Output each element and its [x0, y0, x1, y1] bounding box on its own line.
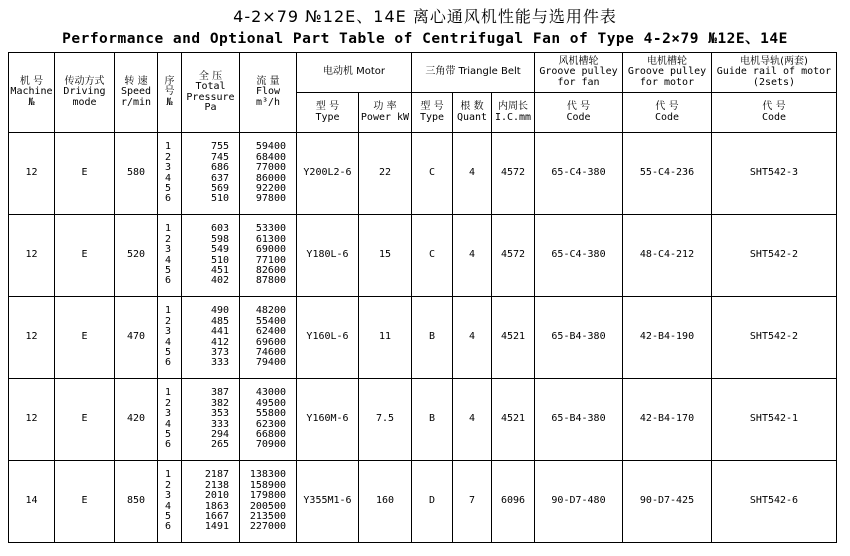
cell-ic: 6096: [492, 461, 535, 543]
cell-belt-type: B: [412, 379, 453, 461]
header-motor-power: 功 率 Power kW: [359, 93, 412, 133]
header-fan-pulley-code: 代 号 Code: [535, 93, 623, 133]
header-belt-type: 型 号 Type: [412, 93, 453, 133]
cell-motor-code: 42-B4-190: [623, 297, 712, 379]
header-drive: 传动方式 Driving mode: [55, 53, 115, 133]
cell-belt-type: C: [412, 215, 453, 297]
cell-quant: 4: [453, 215, 492, 297]
cell-pressure: 755 745 686 637 569 510: [182, 133, 240, 215]
header-motor: 电动机 Motor: [297, 53, 412, 93]
cell-ic: 4572: [492, 215, 535, 297]
cell-drive: E: [55, 379, 115, 461]
cell-pressure: 603 598 549 510 451 402: [182, 215, 240, 297]
performance-table: [8, 52, 837, 543]
header-speed: 转 速 Speed r/min: [115, 53, 158, 133]
cell-pressure: 2187 2138 2010 1863 1667 1491: [182, 461, 240, 543]
header-row-1: [9, 53, 837, 93]
table-row: [9, 215, 837, 297]
cell-belt-type: B: [412, 297, 453, 379]
cell-speed: 470: [115, 297, 158, 379]
cell-speed: 420: [115, 379, 158, 461]
cell-fan-code: 65-C4-380: [535, 215, 623, 297]
cell-quant: 4: [453, 133, 492, 215]
cell-seq: 1 2 3 4 5 6: [158, 297, 182, 379]
cell-machine: 12: [9, 379, 55, 461]
cell-drive: E: [55, 461, 115, 543]
cell-motor-type: Y200L2-6: [297, 133, 359, 215]
cell-flow: 43000 49500 55800 62300 66800 70900: [240, 379, 297, 461]
header-belt: 三角带 Triangle Belt: [412, 53, 535, 93]
cell-flow: 48200 55400 62400 69600 74600 79400: [240, 297, 297, 379]
header-flow: 流 量 Flow m³/h: [240, 53, 297, 133]
cell-motor-type: Y160L-6: [297, 297, 359, 379]
cell-power: 15: [359, 215, 412, 297]
cell-quant: 4: [453, 379, 492, 461]
header-belt-quant: 根 数 Quant: [453, 93, 492, 133]
cell-quant: 4: [453, 297, 492, 379]
cell-machine: 12: [9, 215, 55, 297]
cell-rail-code: SHT542-2: [712, 215, 837, 297]
table-row: [9, 133, 837, 215]
cell-machine: 12: [9, 133, 55, 215]
header-guide-rail: 电机导轨(两套) Guide rail of motor (2sets): [712, 53, 837, 93]
cell-seq: 1 2 3 4 5 6: [158, 133, 182, 215]
cell-pressure: 387 382 353 333 294 265: [182, 379, 240, 461]
cell-power: 160: [359, 461, 412, 543]
cell-fan-code: 65-C4-380: [535, 133, 623, 215]
cell-belt-type: D: [412, 461, 453, 543]
header-motor-pulley-code: 代 号 Code: [623, 93, 712, 133]
cell-ic: 4521: [492, 297, 535, 379]
cell-motor-type: Y180L-6: [297, 215, 359, 297]
cell-machine: 14: [9, 461, 55, 543]
header-motor-type: 型 号 Type: [297, 93, 359, 133]
header-pressure: 全 压 Total Pressure Pa: [182, 53, 240, 133]
cell-seq: 1 2 3 4 5 6: [158, 379, 182, 461]
header-rail-code: 代 号 Code: [712, 93, 837, 133]
cell-speed: 850: [115, 461, 158, 543]
cell-belt-type: C: [412, 133, 453, 215]
cell-machine: 12: [9, 297, 55, 379]
cell-fan-code: 65-B4-380: [535, 379, 623, 461]
cell-flow: 53300 61300 69000 77100 82600 87800: [240, 215, 297, 297]
header-machine: 机 号 Machine №: [9, 53, 55, 133]
cell-speed: 520: [115, 215, 158, 297]
cell-quant: 7: [453, 461, 492, 543]
cell-drive: E: [55, 297, 115, 379]
cell-motor-code: 42-B4-170: [623, 379, 712, 461]
cell-seq: 1 2 3 4 5 6: [158, 215, 182, 297]
cell-ic: 4572: [492, 133, 535, 215]
cell-rail-code: SHT542-6: [712, 461, 837, 543]
cell-flow: 59400 68400 77000 86000 92200 97800: [240, 133, 297, 215]
cell-speed: 580: [115, 133, 158, 215]
header-seq: 序 号 №: [158, 53, 182, 133]
cell-ic: 4521: [492, 379, 535, 461]
cell-motor-code: 90-D7-425: [623, 461, 712, 543]
table-row: [9, 379, 837, 461]
cell-power: 7.5: [359, 379, 412, 461]
table-body: [9, 133, 837, 543]
table-row: [9, 461, 837, 543]
cell-seq: 1 2 3 4 5 6: [158, 461, 182, 543]
header-fan-pulley: 风机槽轮 Groove pulley for fan: [535, 53, 623, 93]
cell-motor-code: 55-C4-236: [623, 133, 712, 215]
cell-rail-code: SHT542-3: [712, 133, 837, 215]
cell-pressure: 490 485 441 412 373 333: [182, 297, 240, 379]
cell-flow: 138300 158900 179800 200500 213500 227000: [240, 461, 297, 543]
cell-power: 22: [359, 133, 412, 215]
title-chinese: 4-2×79 №12E、14E 离心通风机性能与选用件表: [233, 7, 617, 26]
cell-fan-code: 90-D7-480: [535, 461, 623, 543]
cell-motor-type: Y160M-6: [297, 379, 359, 461]
cell-rail-code: SHT542-2: [712, 297, 837, 379]
header-belt-ic: 内周长 I.C.mm: [492, 93, 535, 133]
cell-fan-code: 65-B4-380: [535, 297, 623, 379]
title-english: Performance and Optional Part Table of Centrifugal Fan of Type 4-2×79 №12E、14E: [62, 31, 788, 47]
cell-drive: E: [55, 133, 115, 215]
header-motor-pulley: 电机槽轮 Groove pulley for motor: [623, 53, 712, 93]
cell-drive: E: [55, 215, 115, 297]
table-row: [9, 297, 837, 379]
cell-rail-code: SHT542-1: [712, 379, 837, 461]
cell-motor-code: 48-C4-212: [623, 215, 712, 297]
cell-motor-type: Y355M1-6: [297, 461, 359, 543]
cell-power: 11: [359, 297, 412, 379]
